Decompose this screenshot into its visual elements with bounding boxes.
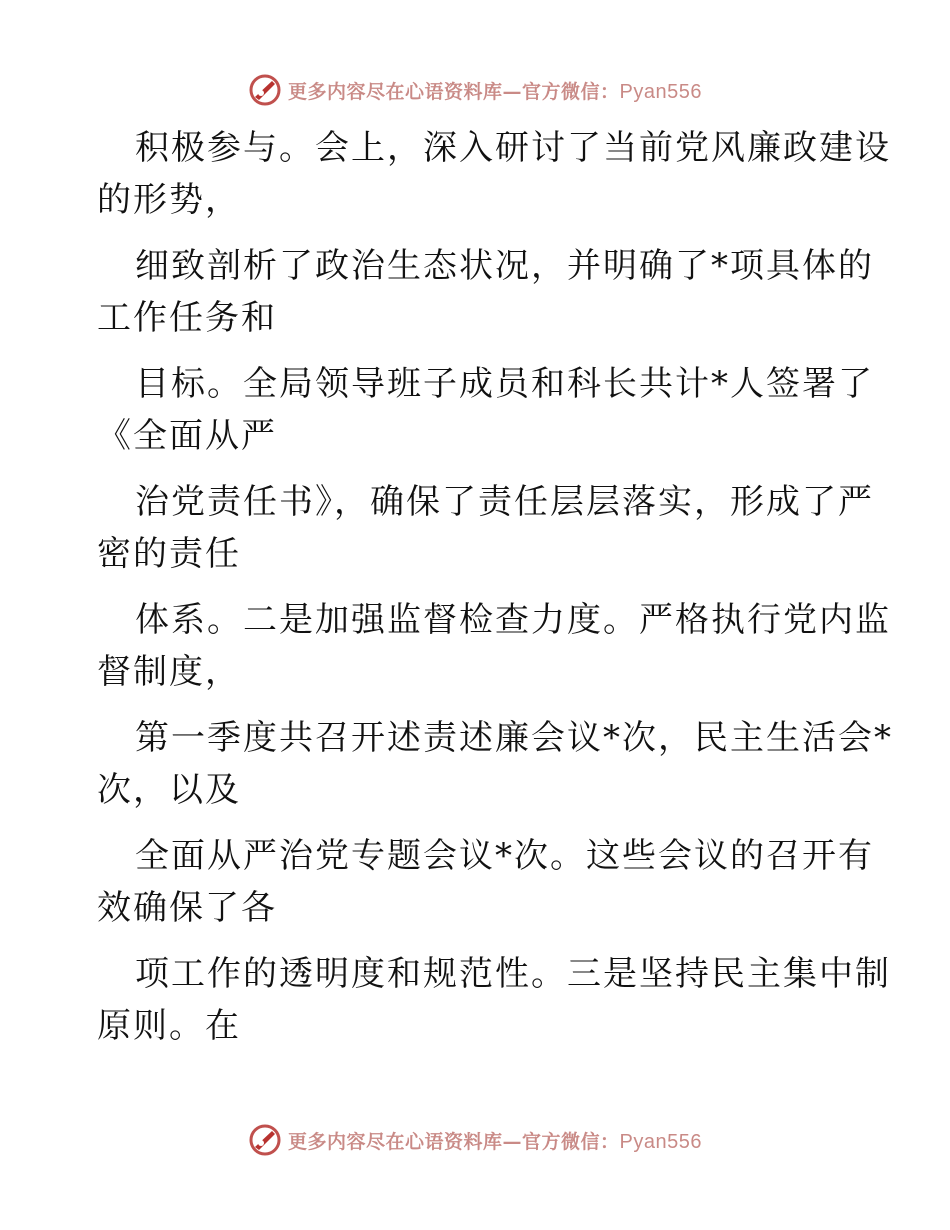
footer-wechat-id: Pyan556 (619, 1130, 702, 1153)
text-line: 体系。二是加强监督检查力度。严格执行党内监 (135, 600, 891, 640)
footer-wechat-label: 官方微信： (522, 1130, 620, 1153)
footer-brand: 更多内容尽在心语资料库 (288, 1130, 503, 1153)
text-line: 目标。全局领导班子成员和科长共计*人签署了 (135, 364, 874, 404)
text-line: 原则。在 (97, 1006, 241, 1046)
footer-separator: — (502, 1130, 523, 1153)
text-line: 督制度， (97, 652, 241, 692)
text-line: 治党责任书》，确保了责任层层落实，形成了严 (135, 482, 874, 522)
header-wechat-id: Pyan556 (619, 80, 702, 103)
text-line: 细致剖析了政治生态状况，并明确了*项具体的 (135, 246, 874, 286)
text-line: 密的责任 (97, 534, 241, 574)
brand-logo-icon (248, 1123, 282, 1157)
text-line: 积极参与。会上，深入研讨了当前党风廉政建设 (135, 128, 891, 168)
footer-text (288, 1127, 702, 1154)
header-banner (0, 72, 950, 108)
header-wechat-label: 官方微信： (522, 80, 620, 103)
brand-logo-icon (248, 73, 282, 107)
text-line: 《全面从严 (97, 416, 277, 456)
footer-banner (0, 1122, 950, 1158)
text-line: 的形势， (97, 180, 241, 220)
text-line: 效确保了各 (97, 888, 277, 928)
header-text (288, 77, 702, 104)
header-brand: 更多内容尽在心语资料库 (288, 80, 503, 103)
text-line: 工作任务和 (97, 298, 277, 338)
text-line: 全面从严治党专题会议*次。这些会议的召开有 (135, 836, 874, 876)
header-separator: — (502, 80, 523, 103)
text-line: 项工作的透明度和规范性。三是坚持民主集中制 (135, 954, 891, 994)
document-body (97, 122, 893, 1052)
text-line: 次，以及 (97, 770, 241, 810)
text-line: 第一季度共召开述责述廉会议*次，民主生活会* (135, 718, 893, 758)
